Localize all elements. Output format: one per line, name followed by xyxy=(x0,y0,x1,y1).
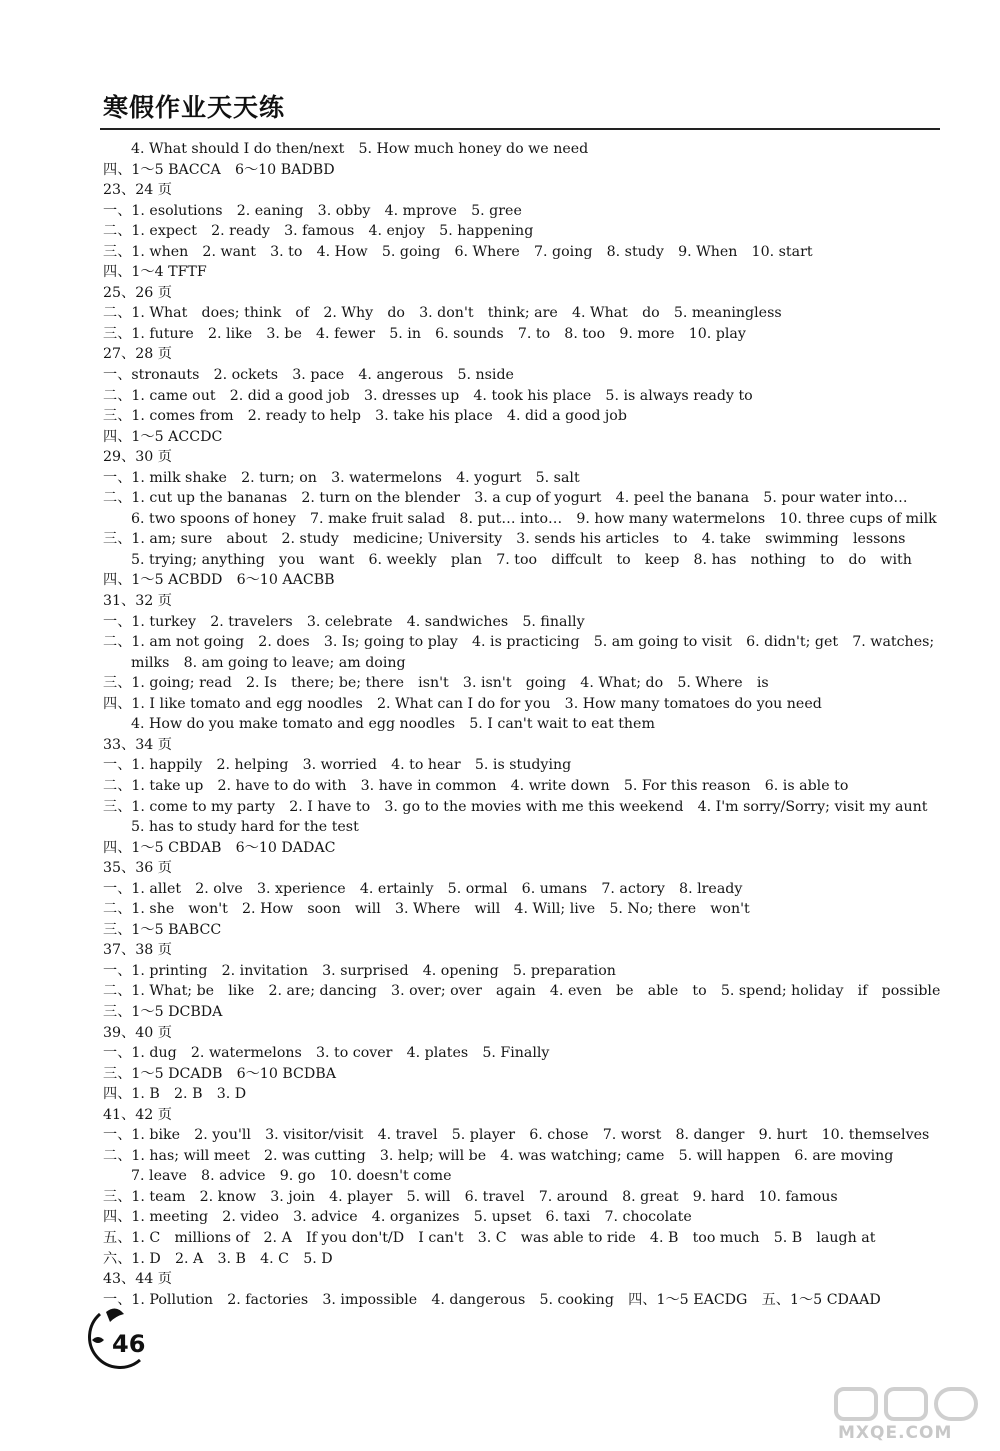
answer-line: 二、1. she won't 2. How soon will 3. Where will 4. Will; live 5. No; there won't xyxy=(103,901,750,918)
answer-line: 一、1. milk shake 2. turn; on 3. watermelons 4. yogurt 5. salt xyxy=(103,469,580,486)
answer-line: 二、1. What; be like 2. are; dancing 3. over; over again 4. even be able to 5. spend; holiday if possible xyxy=(103,983,941,1000)
answer-line: 7. leave 8. advice 9. go 10. doesn't come xyxy=(131,1168,452,1185)
answer-line: 一、1. happily 2. helping 3. worried 4. to hear 5. is studying xyxy=(103,757,572,774)
page-range-heading: 39、40 页 xyxy=(103,1024,172,1041)
page-range-heading: 31、32 页 xyxy=(103,593,172,610)
page-range-heading: 41、42 页 xyxy=(103,1106,172,1123)
page-range-heading: 27、28 页 xyxy=(103,346,172,363)
watermark-logo-icon xyxy=(830,1385,990,1425)
answer-line: 三、1. am; sure about 2. study medicine; University 3. sends his articles to 4. take swimming lessons xyxy=(103,531,906,548)
answer-line: 4. How do you make tomato and egg noodles 5. I can't wait to eat them xyxy=(131,716,655,733)
answer-line: 四、1. B 2. B 3. D xyxy=(103,1086,247,1103)
answer-line: 五、1. C millions of 2. A If you don't/D I can't 3. C was able to ride 4. B too much 5. B laugh at xyxy=(103,1229,876,1246)
page-number-badge xyxy=(70,1300,150,1380)
answer-line: 四、1～5 BACCA 6～10 BADBD xyxy=(103,161,335,178)
answer-line: 一、1. bike 2. you'll 3. visitor/visit 4. travel 5. player 6. chose 7. worst 8. danger 9. hurt 10. themselves xyxy=(103,1127,930,1144)
answer-line: 5. trying; anything you want 6. weekly plan 7. too diffcult to keep 8. has nothing to do with xyxy=(131,551,912,568)
answer-line: 三、1. team 2. know 3. join 4. player 5. will 6. travel 7. around 8. great 9. hard 10. famous xyxy=(103,1188,838,1205)
page-range-heading: 23、24 页 xyxy=(103,182,172,199)
page-range-heading: 37、38 页 xyxy=(103,942,172,959)
page-range-heading: 33、34 页 xyxy=(103,736,172,753)
answer-line: 三、1～5 DCBDA xyxy=(103,1003,223,1020)
answer-line: 4. What should I do then/next 5. How much honey do we need xyxy=(131,141,589,157)
watermark xyxy=(830,1385,990,1445)
answer-line: 三、1. come to my party 2. I have to 3. go to the movies with me this weekend 4. I'm sorry/Sorry; visit my aunt xyxy=(103,798,928,815)
answer-line: 四、1～4 TFTF xyxy=(103,264,207,281)
answer-line: 二、1. take up 2. have to do with 3. have in common 4. write down 5. For this reason 6. is able to xyxy=(103,777,849,794)
page-range-heading: 35、36 页 xyxy=(103,860,172,877)
answer-line: 一、1. esolutions 2. eaning 3. obby 4. mprove 5. gree xyxy=(103,202,522,219)
answer-line: 三、1. future 2. like 3. be 4. fewer 5. in 6. sounds 7. to 8. too 9. more 10. play xyxy=(103,325,746,342)
answer-line: 一、1. printing 2. invitation 3. surprised 4. opening 5. preparation xyxy=(103,962,616,979)
answer-line: 一、1. dug 2. watermelons 3. to cover 4. plates 5. Finally xyxy=(103,1045,550,1062)
page-header-title: 寒假作业天天练 xyxy=(103,93,286,122)
answer-line: 6. two spoons of honey 7. make fruit salad 8. put… into… 9. how many watermelons 10. three cups of milk xyxy=(131,510,937,527)
answer-line: 三、1～5 DCADB 6～10 BCDBA xyxy=(103,1065,336,1082)
answer-line: 二、1. What does; think of 2. Why do 3. don't think; are 4. What do 5. meaningless xyxy=(103,305,782,322)
page-range-heading: 25、26 页 xyxy=(103,284,172,301)
answer-line: 四、1. meeting 2. video 3. advice 4. organizes 5. upset 6. taxi 7. chocolate xyxy=(103,1209,692,1226)
answer-line: 四、1～5 CBDAB 6～10 DADAC xyxy=(103,839,336,856)
answer-line: milks 8. am going to leave; am doing xyxy=(131,654,406,671)
answer-key-content xyxy=(103,139,943,1310)
answer-line: 二、1. has; will meet 2. was cutting 3. help; will be 4. was watching; came 5. will happen 6. are moving xyxy=(103,1147,894,1164)
answer-line: 一、1. Pollution 2. factories 3. impossible 4. dangerous 5. cooking 四、1～5 EACDG 五、1～5 CDAAD xyxy=(103,1291,881,1308)
answer-line: 一、1. turkey 2. travelers 3. celebrate 4. sandwiches 5. finally xyxy=(103,613,585,630)
answer-line: 二、1. cut up the bananas 2. turn on the blender 3. a cup of yogurt 4. peel the banana 5. pour water into… xyxy=(103,490,908,507)
answer-line: 三、1. going; read 2. Is there; be; there isn't 3. isn't going 4. What; do 5. Where is xyxy=(103,675,769,692)
page-range-heading: 43、44 页 xyxy=(103,1271,172,1288)
answer-line: 三、1. when 2. want 3. to 4. How 5. going 6. Where 7. going 8. study 9. When 10. start xyxy=(103,243,813,260)
answer-line: 四、1～5 ACBDD 6～10 AACBB xyxy=(103,572,335,589)
answer-line: 二、1. came out 2. did a good job 3. dresses up 4. took his place 5. is always ready to xyxy=(103,387,753,404)
answer-line: 四、1. I like tomato and egg noodles 2. What can I do for you 3. How many tomatoes do you need xyxy=(103,695,822,712)
answer-line: 一、stronauts 2. ockets 3. pace 4. angerous 5. nside xyxy=(103,367,514,384)
answer-line: 5. has to study hard for the test xyxy=(131,819,359,836)
answer-line: 六、1. D 2. A 3. B 4. C 5. D xyxy=(103,1250,333,1267)
answer-line: 二、1. expect 2. ready 3. famous 4. enjoy 5. happening xyxy=(103,223,534,240)
watermark-text: MXQE.COM xyxy=(838,1423,953,1443)
page-range-heading: 29、30 页 xyxy=(103,449,172,466)
answer-line: 三、1～5 BABCC xyxy=(103,921,222,938)
answer-line: 四、1～5 ACCDC xyxy=(103,428,223,445)
answer-line: 二、1. am not going 2. does 3. Is; going to play 4. is practicing 5. am going to visit 6. didn't; get 7. watches; xyxy=(103,634,935,651)
header-rule xyxy=(100,128,940,130)
answer-line: 一、1. allet 2. olve 3. xperience 4. ertainly 5. ormal 6. umans 7. actory 8. lready xyxy=(103,880,743,897)
answer-line: 三、1. comes from 2. ready to help 3. take his place 4. did a good job xyxy=(103,408,627,425)
page-number: 46 xyxy=(112,1330,146,1358)
